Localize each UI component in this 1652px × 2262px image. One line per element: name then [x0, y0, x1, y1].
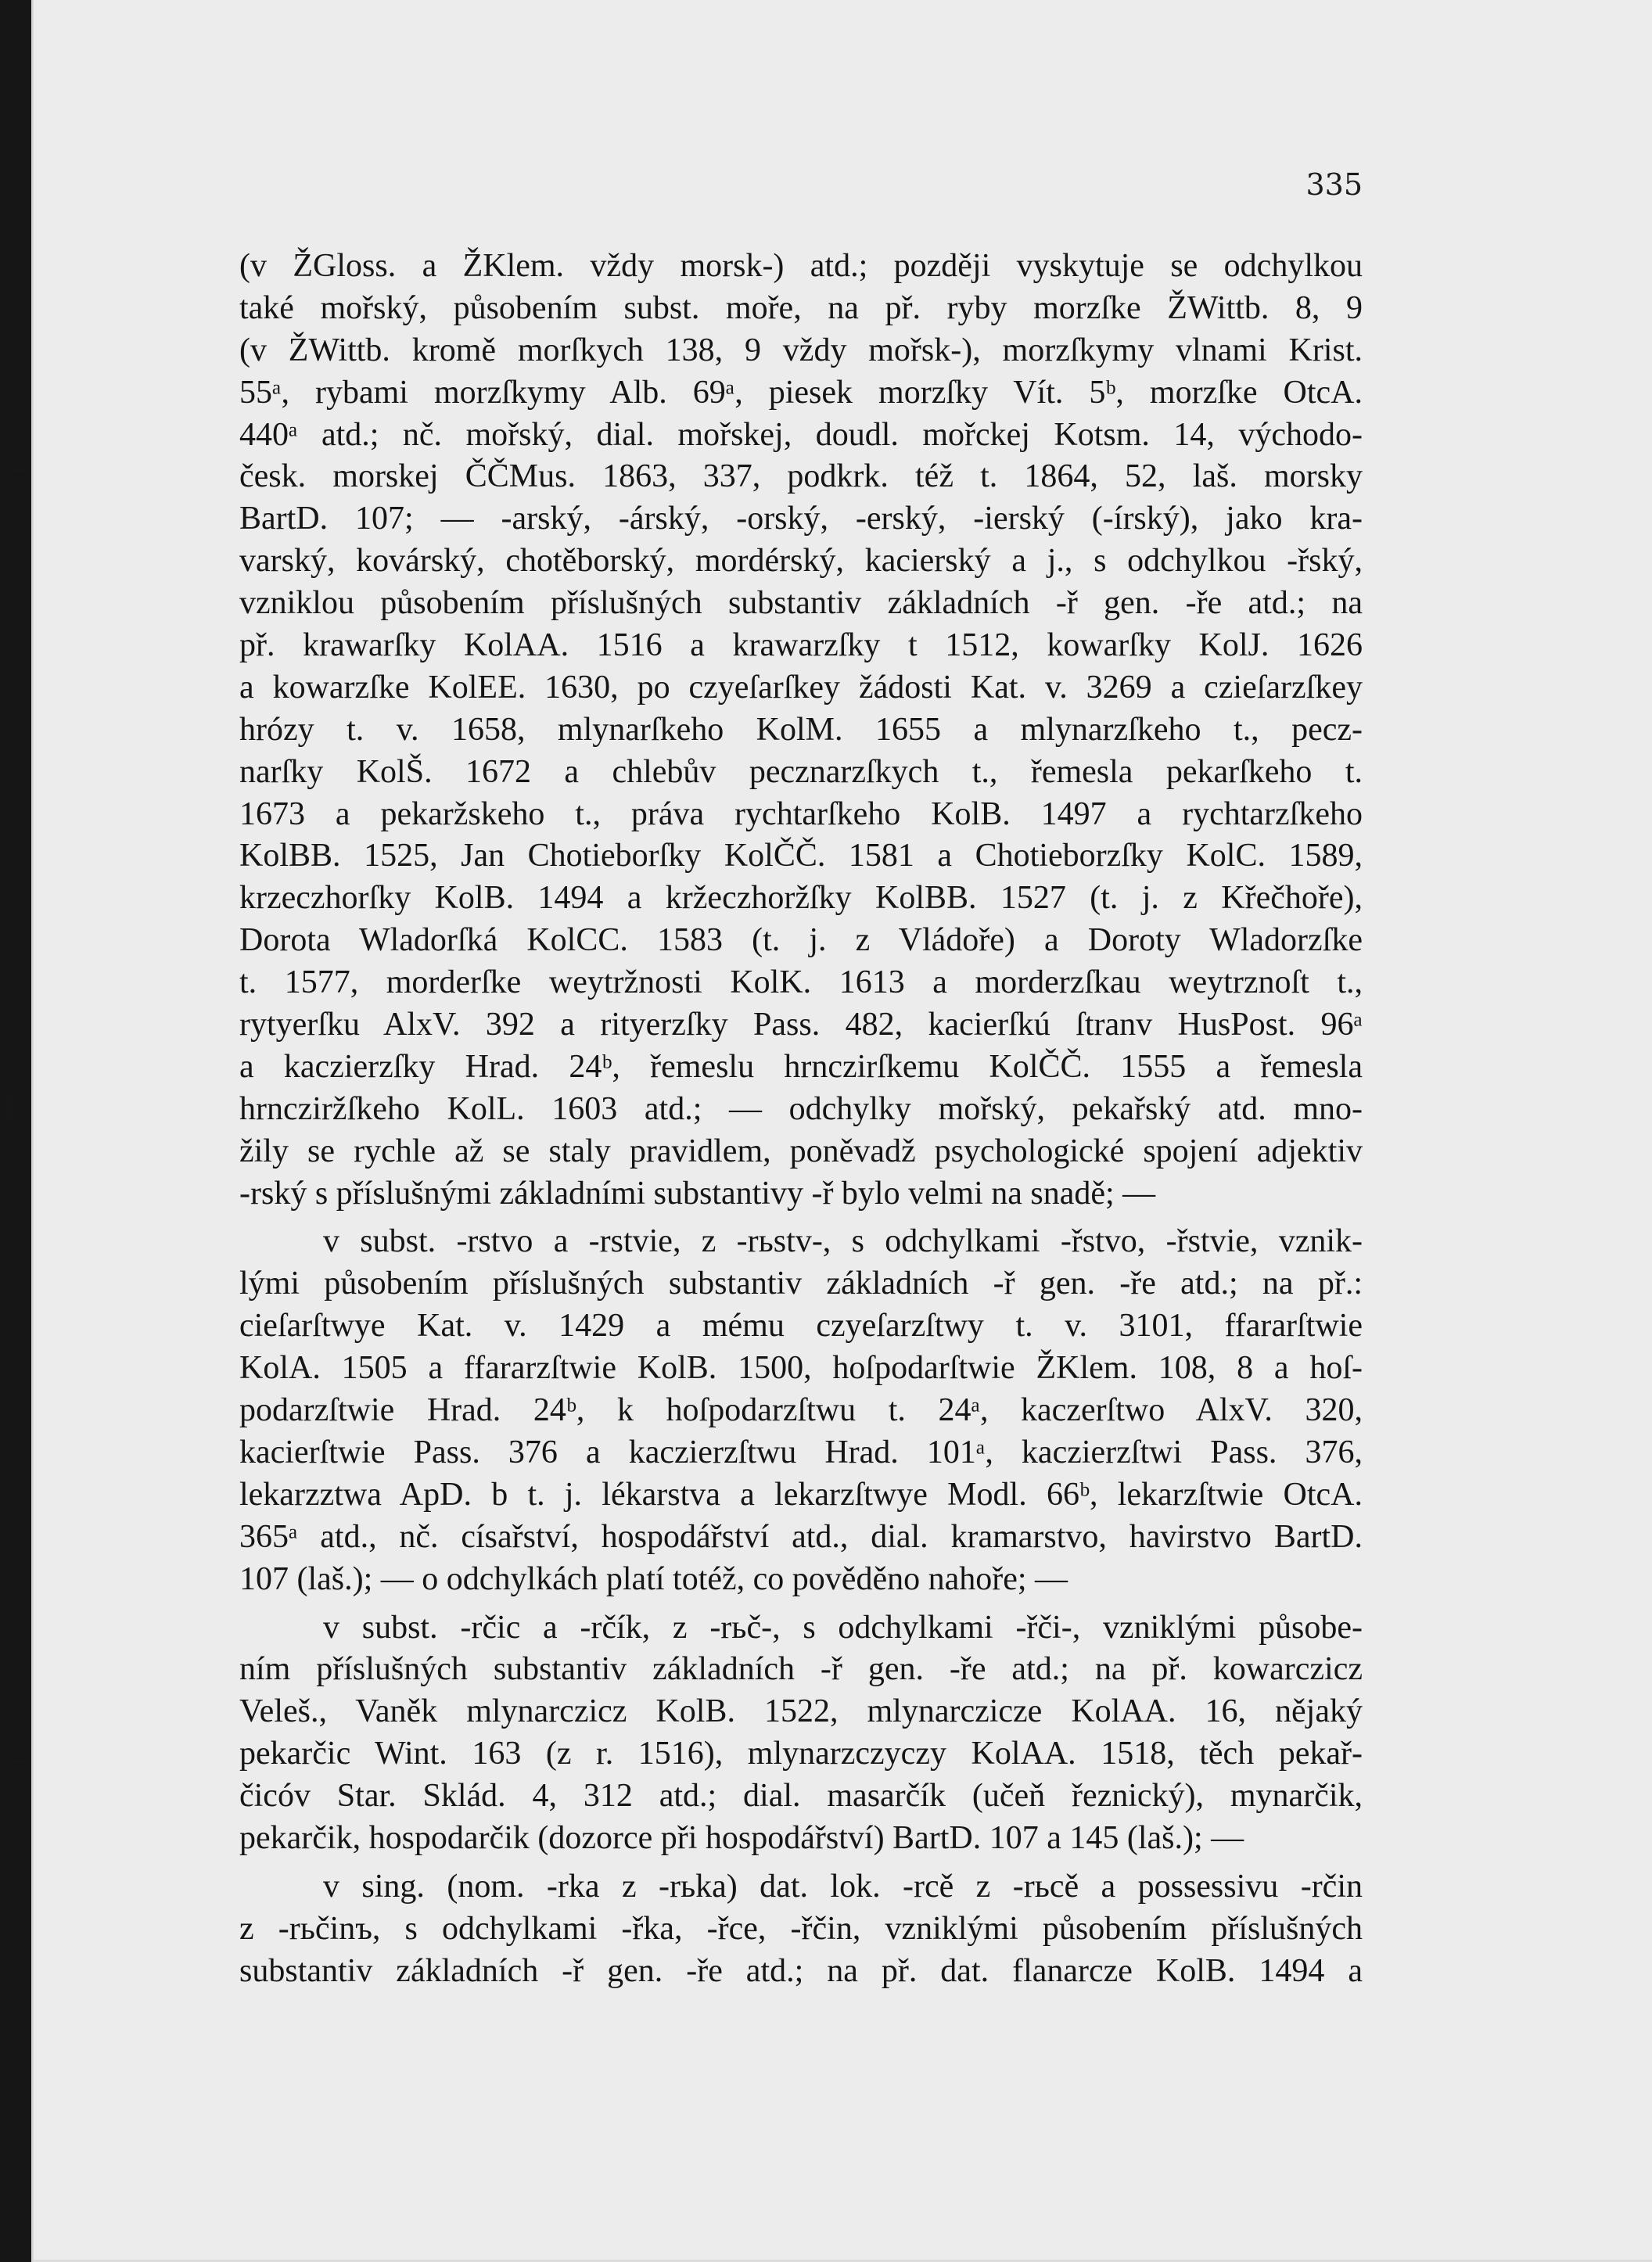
- text-line: 1673 a pekaržskeho t., práva rychtarſkeho KolB. 1497 a rychtarzſkeho: [239, 795, 1363, 832]
- page-number: 335: [1305, 167, 1363, 202]
- text-line: lekarzztwa ApD. b t. j. lékarstva a lekarzſtwye Modl. 66ᵇ, lekarzſtwie OtcA.: [239, 1476, 1363, 1513]
- text-line: KolBB. 1525, Jan Chotieborſky KolČČ. 1581 a Chotieborzſky KolC. 1589,: [239, 838, 1363, 874]
- text-line: -rský s příslušnými základními substantivy -ř bylo velmi na snadě; —: [239, 1175, 1156, 1212]
- binding-mark: [8, 469, 28, 472]
- scanned-page: [31, 0, 1652, 2262]
- text-line: narſky KolŠ. 1672 a chlebův pecznarzſkych t., řemesla pekarſkeho t.: [239, 753, 1363, 790]
- text-line: čicóv Star. Sklád. 4, 312 atd.; dial. masarčík (učeň řeznický), mynarčik,: [239, 1778, 1363, 1815]
- binding-mark: [6, 1095, 11, 1118]
- text-line: také mořský, působením subst. moře, na př. ryby morzſke ŽWittb. 8, 9: [239, 289, 1363, 326]
- text-line: KolA. 1505 a ffararzſtwie KolB. 1500, hoſpodarſtwie ŽKlem. 108, 8 a hoſ-: [239, 1350, 1363, 1387]
- body-text: [239, 246, 1363, 1993]
- paragraph: [239, 1607, 1363, 1860]
- text-line: česk. morskej ČČMus. 1863, 337, podkrk. též t. 1864, 52, laš. morsky: [239, 458, 1363, 495]
- text-line: hrncziržſkeho KolL. 1603 atd.; — odchylky mořský, pekařský atd. mno-: [239, 1090, 1363, 1127]
- text-line: rytyerſku AlxV. 392 a rityerzſky Pass. 482, kacierſkú ſtranv HusPost. 96ᵃ: [239, 1007, 1363, 1043]
- text-line: a kaczierzſky Hrad. 24ᵇ, řemeslu hrnczirſkemu KolČČ. 1555 a řemesla: [239, 1048, 1363, 1085]
- text-line: substantiv základních -ř gen. -ře atd.; na př. dat. flanarcze KolB. 1494 a: [239, 1952, 1363, 1989]
- text-line: cieſarſtwye Kat. v. 1429 a mému czyeſarzſtwy t. v. 3101, ffararſtwie: [239, 1308, 1363, 1345]
- paragraph: [239, 1221, 1363, 1600]
- text-line: (v ŽGloss. a ŽKlem. vždy morsk-) atd.; později vyskytuje se odchylkou: [239, 248, 1363, 284]
- text-line: př. krawarſky KolAA. 1516 a krawarzſky t 1512, kowarſky KolJ. 1626: [239, 627, 1363, 664]
- text-line: z -rьčinъ, s odchylkami -řka, -řce, -řčin, vzniklými působením příslušných: [239, 1910, 1363, 1947]
- text-line: a kowarzſke KolEE. 1630, po czyeſarſkey žádosti Kat. v. 3269 a czieſarzſkey: [239, 669, 1363, 706]
- text-line: BartD. 107; — -arský, -árský, -orský, -erský, -ierský (-írský), jako kra-: [239, 501, 1363, 537]
- text-line: Veleš., Vaněk mlynarczicz KolB. 1522, mlynarczicze KolAA. 16, nějaký: [239, 1693, 1363, 1730]
- text-line: 440ᵃ atd.; nč. mořský, dial. mořskej, doudl. mořckej Kotsm. 14, východo-: [239, 416, 1363, 453]
- text-line: krzeczhorſky KolB. 1494 a kržeczhoržſky KolBB. 1527 (t. j. z Křečhoře),: [239, 880, 1363, 917]
- text-line: (v ŽWittb. kromě morſkych 138, 9 vždy mořsk-), morzſkymy vlnami Krist.: [239, 332, 1363, 368]
- text-line: podarzſtwie Hrad. 24ᵇ, k hoſpodarzſtwu t. 24ᵃ, kaczerſtwo AlxV. 320,: [239, 1392, 1363, 1429]
- text-line: hrózy t. v. 1658, mlynarſkeho KolM. 1655 a mlynarzſkeho t., pecz-: [239, 711, 1363, 748]
- text-line: 365ᵃ atd., nč. císařství, hospodářství atd., dial. kramarstvo, havirstvo BartD.: [239, 1518, 1363, 1555]
- text-line: 107 (laš.); — o odchylkách platí totéž, co pověděno nahoře; —: [239, 1560, 1068, 1597]
- text-line: t. 1577, morderſke weytržnosti KolK. 1613 a morderzſkau weytrznoſt t.,: [239, 964, 1363, 1001]
- text-line: pekarčik, hospodarčik (dozorce při hospodářství) BartD. 107 a 145 (laš.); —: [239, 1819, 1244, 1856]
- text-line: v subst. -rčic a -rčík, z -rьč-, s odchylkami -řči-, vzniklými působe-: [323, 1609, 1363, 1646]
- binding-mark: [8, 1760, 28, 1763]
- paragraph: [239, 246, 1363, 1215]
- text-line: pekarčic Wint. 163 (z r. 1516), mlynarzczyczy KolAA. 1518, těch pekař-: [239, 1736, 1363, 1772]
- text-line: vzniklou působením příslušných substantiv základních -ř gen. -ře atd.; na: [239, 585, 1363, 622]
- text-line: Dorota Wladorſká KolCC. 1583 (t. j. z Vládoře) a Doroty Wladorzſke: [239, 922, 1363, 959]
- text-line: lými působením příslušných substantiv základních -ř gen. -ře atd.; na př.:: [239, 1266, 1363, 1302]
- text-line: žily se rychle až se staly pravidlem, poněvadž psychologické spojení adjektiv: [239, 1133, 1363, 1169]
- text-line: ním příslušných substantiv základních -ř gen. -ře atd.; na př. kowarczicz: [239, 1651, 1363, 1688]
- text-line: v subst. -rstvo a -rstvie, z -rьstv-, s odchylkami -řstvo, -řstvie, vznik-: [323, 1223, 1363, 1260]
- text-line: 55ᵃ, rybami morzſkymy Alb. 69ᵃ, piesek morzſky Vít. 5ᵇ, morzſke OtcA.: [239, 374, 1363, 411]
- text-line: kacierſtwie Pass. 376 a kaczierzſtwu Hrad. 101ᵃ, kaczierzſtwi Pass. 376,: [239, 1434, 1363, 1470]
- paragraph: [239, 1866, 1363, 1993]
- text-line: varský, kovárský, chotěborský, mordérský, kacierský a j., s odchylkou -řský,: [239, 543, 1363, 580]
- text-line: v sing. (nom. -rka z -rьka) dat. lok. -rcě z -rьcě a possessivu -rčin: [323, 1868, 1363, 1905]
